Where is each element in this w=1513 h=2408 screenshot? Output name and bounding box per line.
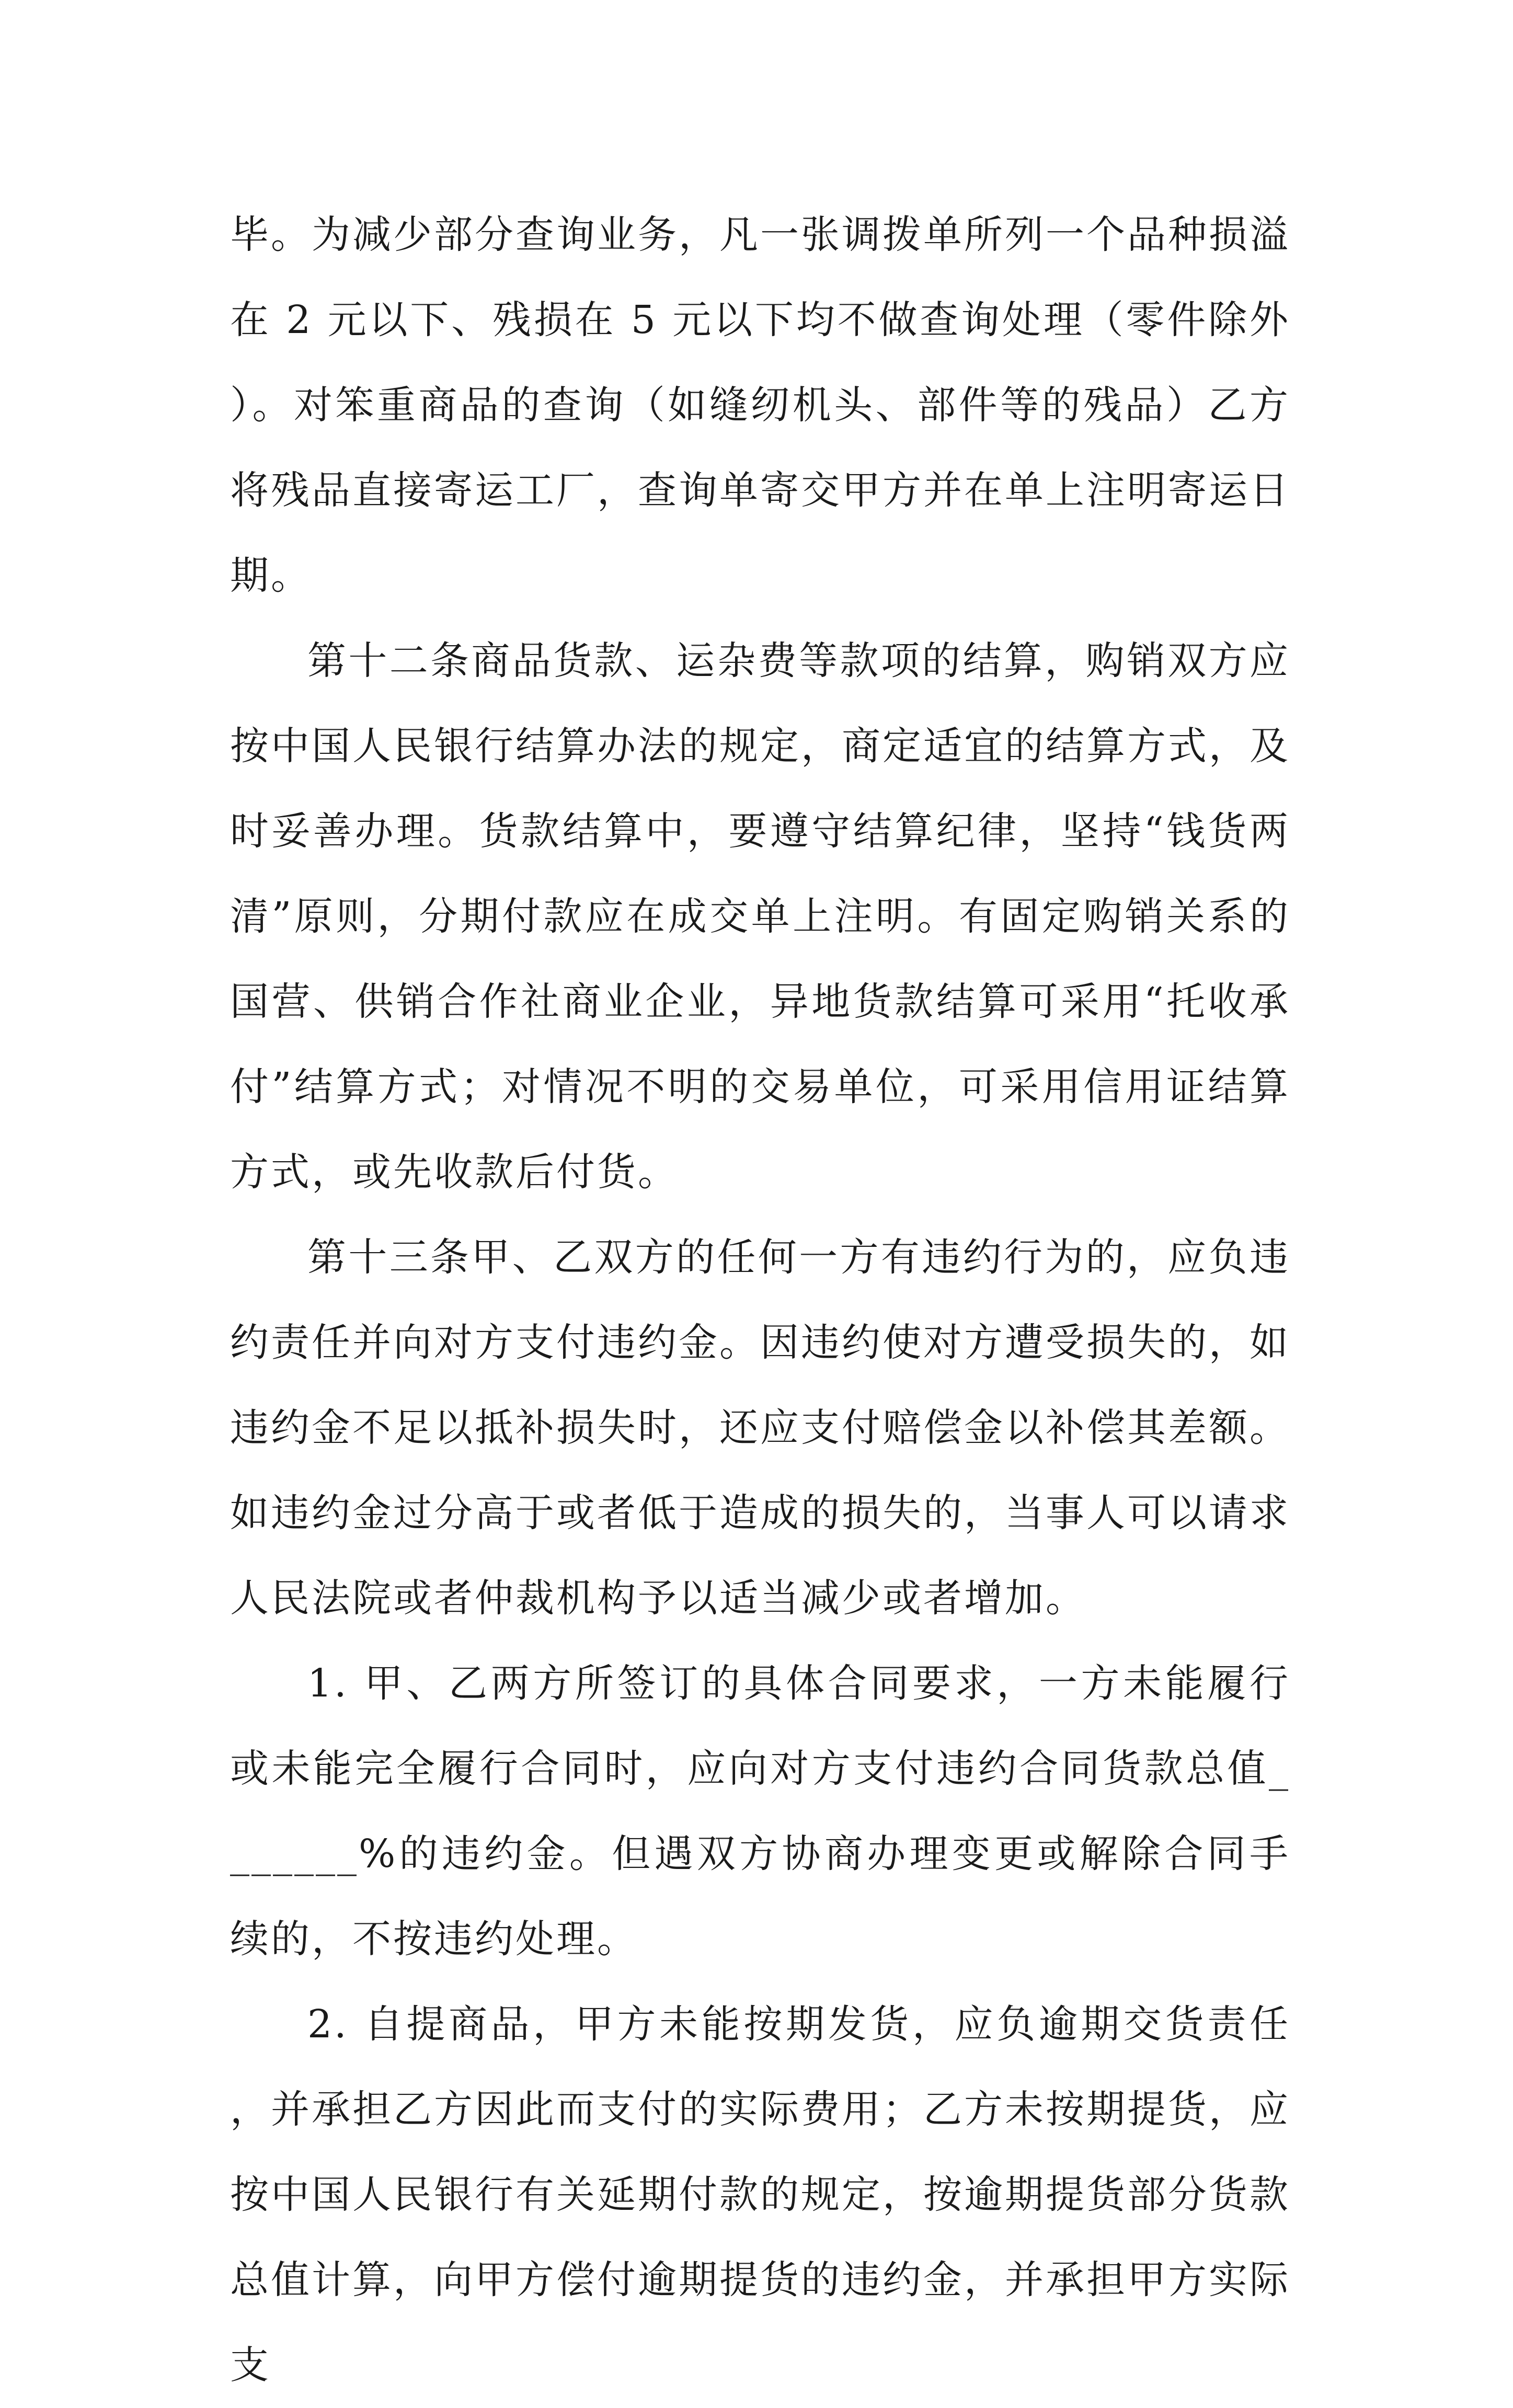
paragraph-article-12: 第十二条商品货款、运杂费等款项的结算，购销双方应按中国人民银行结算办法的规定，商定适宜的结算方式，及时妥善办理。货款结算中，要遵守结算纪律，坚持“钱货两清”原则，分期付款应在成交单上注明。有固定购销关系的国营、供销合作社商业企业，异地货款结算可采用“托收承付”结算方式；对情况不明的交易单位，可采用信用证结算方式，或先收款后付货。 — [230, 638, 1290, 1195]
paragraph-article-13: 第十三条甲、乙双方的任何一方有违约行为的，应负违约责任并向对方支付违约金。因违约使对方遭受损失的，如违约金不足以抵补损失时，还应支付赔偿金以补偿其差额。如违约金过分高于或者低于造成的损失的，当事人可以请求人民法院或者仲裁机构予以适当减少或者增加。 — [230, 1235, 1290, 1621]
paragraph-item-1: 1. 甲、乙两方所签订的具体合同要求，一方未能履行或未能完全履行合同时，应向对方支付违约合同货款总值_______%的违约金。但遇双方协商办理变更或解除合同手续的，不按违约处理。 — [230, 1661, 1290, 1962]
paragraph-continuation: 毕。为减少部分查询业务，凡一张调拨单所列一个品种损溢在 2 元以下、残损在 5 元以下均不做查询处理（零件除外）。对笨重商品的查询（如缝纫机头、部件等的残品）乙方将残品直接寄运工厂，查询单寄交甲方并在单上注明寄运日期。 — [230, 212, 1290, 598]
document-body — [230, 192, 1290, 2408]
paragraph-item-2: 2. 自提商品，甲方未能按期发货，应负逾期交货责任，并承担乙方因此而支付的实际费用；乙方未按期提货，应按中国人民银行有关延期付款的规定，按逾期提货部分货款总值计算，向甲方偿付逾期提货的违约金，并承担甲方实际支 — [230, 2002, 1290, 2388]
